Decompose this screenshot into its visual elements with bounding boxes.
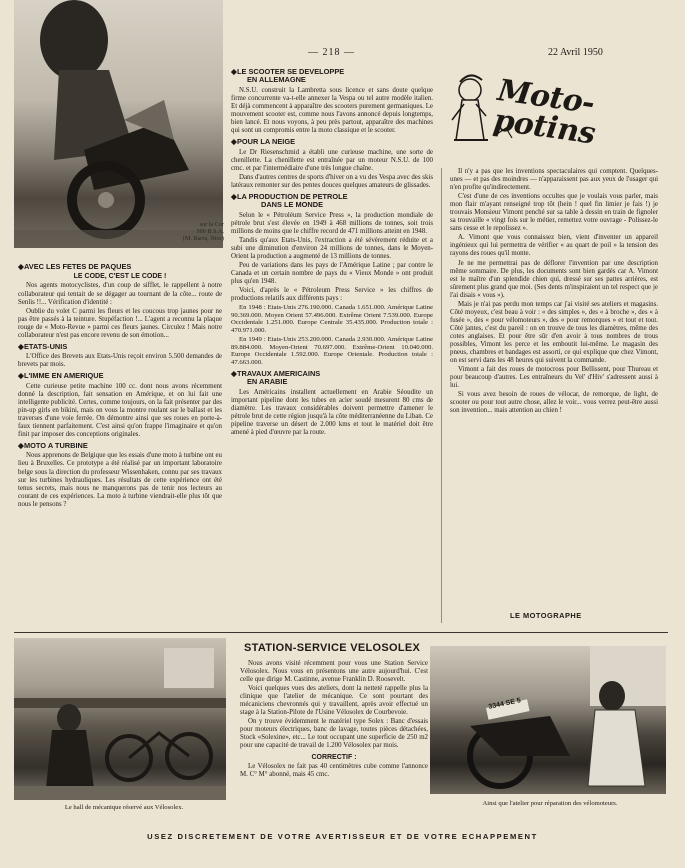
paragraph: Le Vélosolex ne fait pas 40 centimètres cube comme l'annonce M. C° M° abonné, mais 45 cmc. (240, 762, 428, 778)
column-1 (18, 260, 222, 510)
paragraph: Vimont a fait des roues de motocross pour Bellissent, pour Thureau et pour beaucoup d'autres. Les entraîneurs du Vel' d'Hiv' s'adressent aussi à lui. (450, 366, 658, 390)
paragraph: Je ne me permettrai pas de déflorer l'invention par une description même sommaire. De plus, les documents sont bien gardés car A. Vimont est le maître d'un splendide chien qui, dressé sur ses pattes arrières, est sûrement plus grand que moi. (Ses dents m'inspiraient un tel respect que je l'ai disais « vous »). (450, 259, 658, 299)
paragraph: Nous apprenons de Belgique que les essais d'une moto à turbine ont eu lieu à Bruxelles. Ce prototype a été réalisé par un important laboratoire belge sous la direction du professeur Wissenhaken, connu par ses travaux sur les turbines hydrauliques. Les résultats de cette expérience ont été tenus secrets, mais nous ne manquerons pas de tenir nos lecteurs au courant de ces expériences. La moto à turbine viendrait-elle plus tôt que nous le pensons ? (18, 452, 222, 508)
heading-text: MOTO A TURBINE (24, 441, 88, 451)
paragraph: Mais je n'ai pas perdu mon temps car j'ai visité ses ateliers et magasins. Côté moyeux, c'est beau à voir : « des simples », des « à broche », des « à fusée », des « pour vélomoteurs », des « pour remorques » et tout et tout. Côté jantes, c'est du pareil : on en trouve de tous les diamètres, même des cotes anglaises. Et pour être sûr d'en avoir à tous nombres de trous possibles, Vimont les perce et les emboutit lui-même. Le magasin des pneus, chambres et bandages est assorti, ce qui explique que chez Vimont, on est servi dans les 48 heures qui suivent la commande. (450, 300, 658, 365)
footer-slogan: USEZ DISCRETEMENT DE VOTRE AVERTISSEUR ET DE VOTRE ECHAPPEMENT (147, 832, 538, 841)
heading-text: TRAVAUX AMERICAINS (237, 368, 321, 378)
photo-caption-line: (M. Barra, Nice) (182, 235, 224, 242)
article-heading: ◆MOTO A TURBINE (18, 441, 88, 451)
paragraph: Nous avons visité récemment pour vous une Station Service Vélosolex. Nous vous en présentons une autre aujourd'hui. C'est celle que dirige M. Castinne, avenue Franklin D. Roosevelt. (240, 660, 428, 684)
velosolex-article (240, 660, 428, 780)
paragraph: Nos agents motocyclistes, d'un coup de sifflet, le rappellent à notre collaborateur qui tentait de se dégager au tournant de la côte... route de Senlis !!... Vérification d'identité : (18, 282, 222, 306)
article-heading: ◆TRAVAUX AMERICAINS EN ARABIE (231, 368, 321, 387)
heading-text: ETATS-UNIS (24, 341, 68, 351)
article-heading: ◆LA PRODUCTION DE PETROLE DANS LE MONDE (231, 191, 348, 210)
moped-repair-photo (430, 646, 666, 794)
moto-potins-logo (440, 64, 668, 164)
paragraph: C'est d'une de ces inventions occultes que je voulais vous parler, mais mon flair m'ayant renseigné trop tôt (hein ! quel fin limier je fais !) je trouvais Monsieur Vimont penché sur sa table à dessin en train de fignoler sa trouvaille « vingt fois sur le métier, remettez votre ouvrage - Polissez-le sans cesse et le repolissez ». (450, 193, 658, 233)
heading-text: POUR LA NEIGE (237, 137, 296, 147)
column-2 (231, 68, 433, 438)
paragraph: On y trouve évidemment le matériel type Solex : Banc d'essais pour moteurs électriques, banc de lavage, toutes pièces détachées, Stock «Solexine», etc... Le tout occupant une superficie de 250 m2 pour une capacité de travail de 1.200 Vélosolex par mois. (240, 718, 428, 750)
article-heading: ◆LE SCOOTER SE DEVELOPPE EN ALLEMAGNE (231, 67, 345, 85)
paragraph: Les Américains installent actuellement en Arabie Séoudite un important pipeline dont les tubes en acier soudé mesurent 80 cms de diamètre. Les travaux considérables doivent permettre d'amener le pétrole brut de cette région jusqu'à la côte méditerranéenne du Liban. Ce pipeline traverse un désert de 2.000 kms et tout le matériel doit être amené à pied d'œuvre par la route. (231, 388, 433, 436)
article-heading: ◆AVEC LES FETES DE PAQUES (18, 262, 132, 271)
issue-date: 22 Avril 1950 (548, 47, 603, 58)
heading-text: LA PRODUCTION DE PETROLE (237, 191, 348, 201)
column-3 (450, 168, 658, 416)
production-stats-1949: En 1949 : Etats-Unis 253.200.000. Canada 2.930.000. Amérique Latine 89.884.000. Moyen-Orient 70.697.000. Extrême-Orient 10.040.000. Europe Occidentale 1.592.000. Europe Orientale. Production totale : 47.663.000. (231, 335, 433, 366)
motorcycle-photo (14, 0, 223, 248)
paragraph: Oublie du volet C parmi les fleurs et les coucous trop jaunes pour ne pas être passés à la teinture. Stupéfaction !... L'agent a reconnu la plaque rouge de « Moto-Revue » parmi ces fleurs jaunes. Circulez ! Mais notre collaborateur n'est pas encore revenu de son émotion... (18, 307, 222, 339)
paragraph: Peu de variations dans les pays de l'Amérique Latine ; par contre le Canada et un certain nombre de pays du « Vieux Monde » ont produit plus qu'en 1948. (231, 261, 433, 285)
logo-text: Moto-potins (491, 73, 598, 152)
photo-caption-line: sur la Cor (199, 221, 224, 228)
heading-text: EN ALLEMAGNE (247, 75, 306, 85)
paragraph: Selon le « Pétroléum Service Press », la production mondiale de pétrole brut s'est élevée en 1949 à 468 millions de tonnes, soit trois millions de moins que le chiffre record de 471 millions atteint en 1948. (231, 211, 433, 235)
moped-repair-illustration (430, 646, 666, 794)
heading-text: EN ARABIE (247, 377, 288, 387)
heading-text: L'IMME EN AMERIQUE (24, 371, 104, 381)
heading-text: AVEC LES FETES DE PAQUES (24, 262, 132, 271)
article-heading: ◆ETATS-UNIS (18, 341, 68, 351)
section-divider (14, 632, 668, 633)
article-heading: ◆POUR LA NEIGE (231, 137, 296, 147)
paragraph: L'Office des Brevets aux Etats-Unis reçoit environ 5.500 demandes de brevets par mois. (18, 353, 222, 369)
paragraph: Tandis qu'aux Etats-Unis, l'extraction a été sévèrement réduite et a subi une diminution d'environ 24 millions de tonnes, dans le Moyen-Orient la production a augmenté de 13 millions de tonnes. (231, 236, 433, 260)
production-stats-1948: En 1948 : Etats-Unis 276.190.000. Canada 1.651.000. Amérique Latine 90.369.000. Moyen Orient 57.496.000. Extrême Orient 7.539.000. Europe Occidentale 1.251.000. Europe Centrale 35.435.000. Production totale : 470.971.000. (231, 304, 433, 335)
paragraph: Voici, d'après le « Pétroleum Press Service » les chiffres de productions relatifs aux différents pays : (231, 286, 433, 303)
heading-text: DANS LE MONDE (261, 200, 324, 210)
right-photo-caption: Ainsi que l'atelier pour réparation des vélomoteurs. (482, 800, 618, 807)
correctif-heading: CORRECTIF : (311, 753, 357, 761)
page-number: — 218 — (308, 47, 355, 58)
heading-text: LE SCOOTER SE DEVELOPPE (237, 67, 345, 76)
photo-caption (162, 221, 224, 242)
left-photo-caption: Le hall de mécanique réservé aux Vélosolex. (64, 804, 184, 811)
column-divider (441, 168, 442, 623)
paragraph: A. Vimont que vous connaissez bien, vient d'inventer un appareil ingénieux qui lui permettra de vérifier « au quart de poil » la tension des rayons des roues qu'il monte. (450, 234, 658, 258)
article-subheading: LE CODE, C'EST LE CODE ! (73, 273, 167, 281)
license-plate: 3344 SE 5 (488, 697, 522, 711)
mechanics-hall-photo (14, 638, 226, 800)
article-heading: ◆L'IMME EN AMERIQUE (18, 371, 104, 381)
workshop-scene-illustration (14, 638, 226, 800)
motorcycle-rider-illustration (14, 0, 223, 248)
paragraph: Cette curieuse petite machine 100 cc. dont nous avons récemment donné la description, fait sensation en Amérique, et on lui fait une intelligente publicité. Certes, comme toujours, on la fait présenter par des pin-up girls en bikini, mais on vous la montre roulant sur le ballast et les traverses d'une voie ferrée. On démontre ainsi que ses roues en porte-à-faux tiennent parfaitement. C'est ainsi qu'on frappe l'imaginaire et qu'on finit par imposer des conceptions originales. (18, 382, 222, 438)
photo-caption-line: 500 B.S.A. (196, 228, 224, 235)
paragraph: Dans d'autres centres de sports d'hiver on a vu des Vespa avec des skis latéraux remonter sur des pentes douces quelques amateurs de glissades. (231, 173, 433, 189)
signature: LE MOTOGRAPHE (510, 611, 582, 620)
paragraph: Il n'y a pas que les inventions spectaculaires qui comptent. Quelques-unes — et pas des moindres — n'apparaissent pas aux yeux de l'usager qui n'en profite qu'indirectement. (450, 168, 658, 192)
paragraph: N.S.U. construit la Lambretta sous licence et sans doute quelque firme concurrente va-t-elle annexer la Vespa ou tel autre modèle italien. Et déjà commencent à apparaître des scooters purement germaniques. Le mouvement scooter est, comme nous l'avons annoncé depuis longtemps, bien lancé. Et nous voyons, à peu près partout, apparaître des machines qui sont un compromis entre la moto classique et le scooter. (231, 86, 433, 135)
paragraph: Si vous avez besoin de roues de vélocar, de remorque, de light, de scooter ou pour tout autre chose, allez le voir... vous verrez peut-être aussi son invention... mais attention au chien ! (450, 391, 658, 415)
paragraph: Voici quelques vues des ateliers, dont la netteté rappelle plus la clinique que l'atelier de mécanique. Ce sont pourtant des mécaniciens chevronnés qui y travaillent, après avoir effectué un stage à la Station-Pilote de l'Usine Vélosolex de Courbevoie. (240, 685, 428, 717)
velosolex-title: STATION-SERVICE VELOSOLEX (244, 642, 421, 654)
paragraph: Le Dr Riesenschmid a établi une curieuse machine, une sorte de chenillette. La chenillette est entraînée par un moteur N.S.U. de 100 cmc. et par l'intermédiaire d'une très longue chaîne. (231, 148, 433, 172)
